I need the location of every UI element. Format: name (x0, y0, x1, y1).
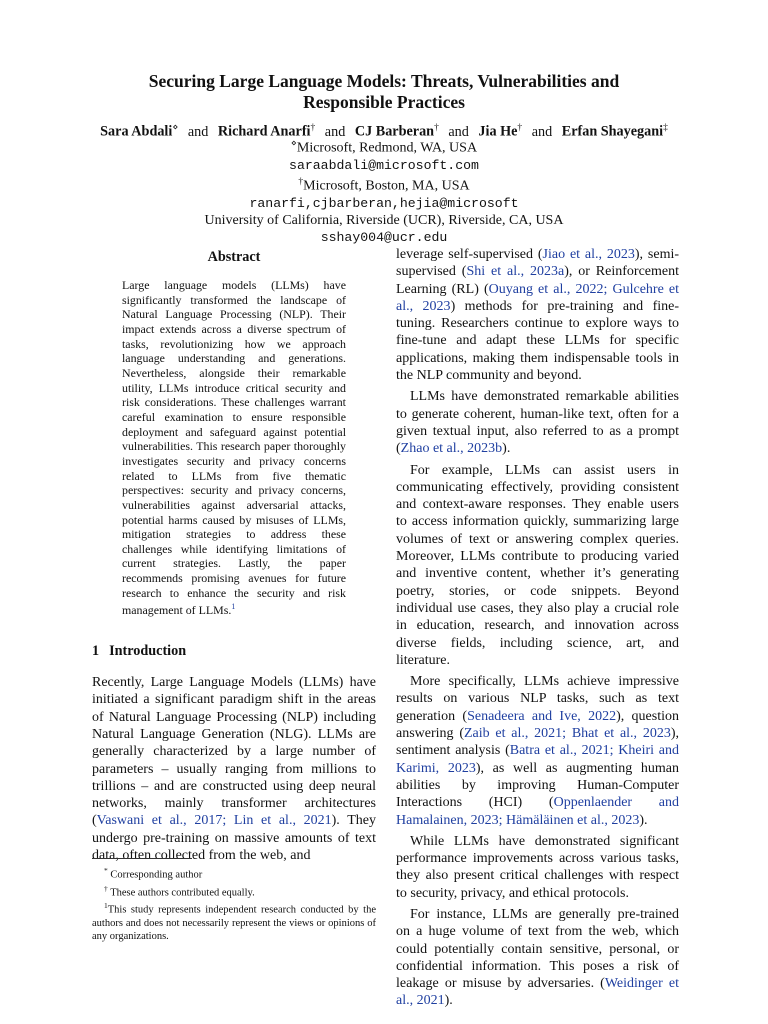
footnotes (92, 858, 376, 943)
affiliation-3: University of California, Riverside (UCR), Riverside, CA, USA (204, 213, 564, 229)
title-line-1: Securing Large Language Models: Threats, Vulnerabilities and (148, 71, 620, 91)
title-line-2: Responsible Practices (303, 92, 465, 112)
body-text: ), as well as augmenting human abilities by improving Human-Computer Interactions (HCI) ( (396, 760, 680, 811)
author-name: CJ Barberan (354, 123, 435, 140)
body-text: ), sentiment analysis ( (396, 726, 679, 759)
citation-link[interactable]: Zaib et al., 2021; Bhat et al., 2023 (463, 726, 671, 742)
paper-title (60, 71, 708, 113)
paragraph-abilities (396, 388, 679, 457)
email-1[interactable]: saraabdali@microsoft.com (289, 157, 479, 173)
left-column (92, 246, 376, 864)
affiliation-text: Microsoft, Redmond, WA, USA (296, 140, 478, 156)
footnote-mark: * (104, 866, 108, 875)
section-heading-introduction (92, 642, 376, 660)
author-name: Sara Abdali (100, 123, 173, 140)
citation-link[interactable]: Weidinger et al., 2021 (396, 976, 679, 1009)
affiliation-1 (60, 136, 708, 157)
body-text: ) methods for pre-training and fine-tuning. Researchers continue to explore ways to fine-tune and adapt these LLMs for specific applications, making them indispensable tools in the NLP community and beyond. (396, 298, 679, 384)
body-text: ), question answering ( (396, 708, 680, 742)
footnote-mark: † (104, 883, 108, 893)
footnote-3 (92, 899, 376, 943)
author-mark: † (434, 123, 439, 133)
author-name: Erfan Shayegani (561, 123, 664, 140)
author-mark: † (517, 123, 523, 133)
citation-link[interactable]: Shi et al., 2023a (466, 264, 565, 280)
paragraph-instance (396, 906, 679, 1010)
citation-link[interactable]: Vaswani et al., 2017; Lin et al., 2021 (96, 813, 332, 829)
affiliation-mark: ⋄ (290, 139, 297, 149)
body-text: ). (639, 812, 648, 828)
right-column (396, 246, 679, 1010)
body-text: LLMs have demonstrated remarkable abilities to generate coherent, human-like text, often for a given textual input, also referred to as a prompt ( (396, 389, 679, 457)
author-joiner: and (324, 123, 346, 140)
author-mark: † (310, 123, 316, 133)
footnote-rule (92, 858, 192, 859)
footnote-2 (92, 882, 376, 900)
affiliation-mark: † (298, 177, 304, 188)
citation-link[interactable]: Zhao et al., 2023b (400, 441, 503, 457)
author-joiner: and (187, 123, 209, 140)
affiliation-text: Microsoft, Boston, MA, USA (303, 178, 470, 194)
paragraph-continued (396, 246, 679, 384)
citation-link[interactable]: Oppenlaender and Hamalainen, 2023; Hämäläinen et al., 2023 (396, 795, 680, 828)
email-3[interactable]: sshay004@ucr.edu (320, 230, 448, 246)
body-text: ). They undergo pre-training on massive amounts of text data, often collected from the web, and (92, 813, 376, 864)
body-text: ). (502, 441, 511, 457)
body-text: leverage self-supervised ( (396, 247, 543, 262)
body-text: ). (444, 993, 453, 1009)
body-text: For instance, LLMs are generally pre-trained on a huge volume of text from the web, which could potentially contain sensitive, personal, or confidential information. This poses a risk of leakage or misuse by adversaries. ( (396, 906, 679, 992)
citation-link[interactable]: Senadeera and Ive, 2022 (467, 708, 617, 724)
abstract-body (122, 278, 346, 618)
abstract-text: Large language models (LLMs) have significantly transformed the landscape of Natural Language Processing (NLP). Their impact extends across a diverse spectrum of tasks, revolutionizing how we approach language understanding and generations. Nevertheless, alongside their remarkable utility, LLMs introduce critical security and risk considerations. These challenges warrant careful examination to ensure responsible deployment and safeguard against potential vulnerabilities. This research paper thoroughly investigates security and privacy concerns related to LLMs from five thematic perspectives: security and privacy concerns, vulnerabilities against adversarial attacks, potential harms caused by misuses of LLMs, mitigation strategies to address these challenges while identifying limitations of current strategies. Lastly, the paper recommends promising avenues for future research to enhance the security and risk management of LLMs. (122, 278, 346, 618)
citation-link[interactable]: Ouyang et al., 2022; Gulcehre et al., 2023 (396, 281, 679, 314)
paragraph-example: For example, LLMs can assist users in communicating effectively, providing consistent and context-aware responses. They enable users to access information quickly, summarizing large volumes of text or answering complex queries. Moreover, LLMs contribute to producing varied and inventive content, whether it’s generating poetry, stories, or code snippets. Beyond individual use cases, they also play a crucial role in education, research, and innovation across diverse fields, including science, art, and literature. (396, 462, 679, 668)
affiliations (60, 136, 708, 247)
author-joiner: and (531, 123, 553, 140)
body-text: More specifically, LLMs achieve impressive results on various NLP tasks, such as text generation ( (396, 674, 679, 724)
intro-paragraph-1 (92, 674, 376, 864)
citation-link[interactable]: Batra et al., 2021; Kheiri and Karimi, 2023 (396, 743, 679, 776)
citation-link[interactable]: Jiao et al., 2023 (542, 247, 635, 262)
abstract-heading: Abstract (207, 249, 261, 265)
paragraph-challenges: While LLMs have demonstrated significant performance improvements across various tasks, they also present critical challenges with respect to security, privacy, and ethical protocols. (396, 833, 679, 901)
body-text: ), semi-supervised ( (396, 247, 680, 280)
paragraph-tasks (396, 673, 679, 829)
author-mark: ‡ (663, 123, 668, 133)
body-text: ), or Reinforcement Learning (RL) ( (396, 264, 679, 297)
footnote-text: Corresponding author (110, 869, 203, 881)
footnote-mark: 1 (104, 901, 108, 910)
author-mark: ⋄ (172, 123, 179, 133)
section-title: Introduction (109, 643, 187, 660)
section-number: 1 (92, 643, 100, 660)
author-joiner: and (448, 123, 469, 140)
footnote-text: These authors contributed equally. (110, 887, 255, 898)
affiliation-2 (60, 174, 708, 195)
author-name: Richard Anarfi (217, 123, 311, 140)
author-name: Jia He (478, 123, 518, 140)
footnote-text: This study represents independent research conducted by the authors and does not necessarily represent the views or opinions of any organizations. (92, 904, 376, 942)
footnote-ref[interactable]: 1 (231, 602, 236, 612)
email-2[interactable]: ranarfi,cjbarberan,hejia@microsoft (249, 195, 519, 211)
footnote-1 (92, 864, 376, 882)
body-text: Recently, Large Language Models (LLMs) have initiated a significant paradigm shift in the areas of Natural Language Processing (NLP) including Natural Language Generation (NLG). LLMs are generally characterized by a large number of parameters – usually ranging from millions to trillions – and are constructed using deep neural networks, mainly transformer architectures ( (92, 675, 376, 829)
